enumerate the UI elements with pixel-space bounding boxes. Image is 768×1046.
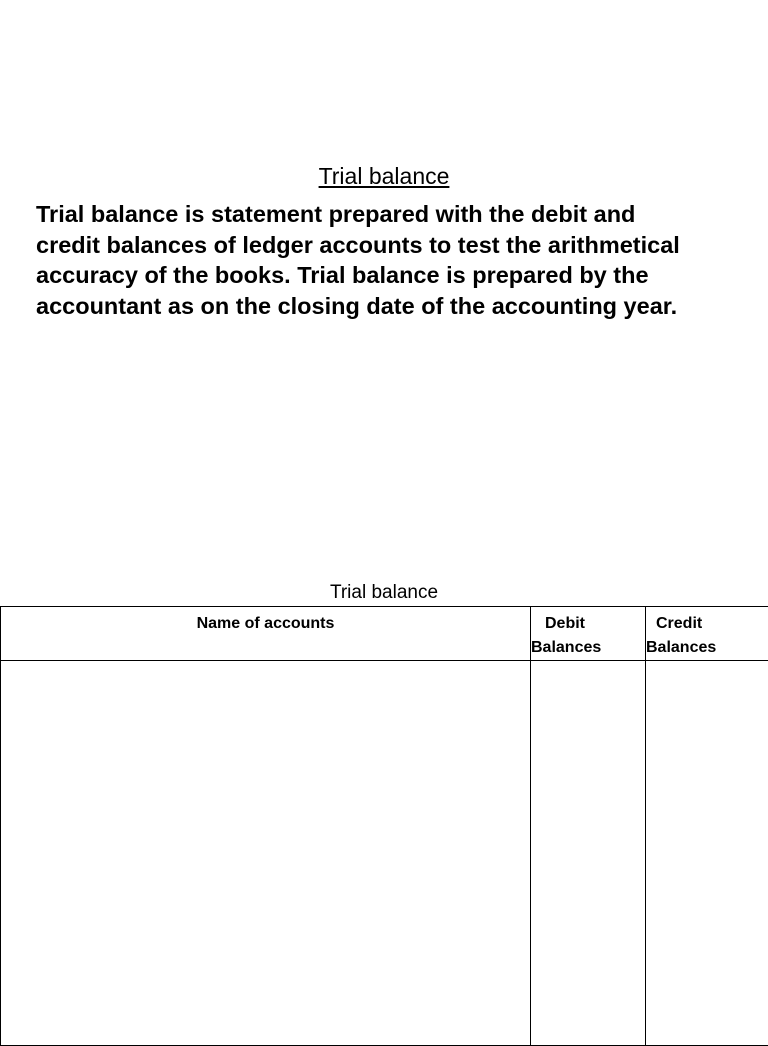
page-title: Trial balance — [0, 162, 768, 190]
cell-debit — [531, 661, 646, 1046]
paragraph-line: accountant as on the closing date of the accounting year. — [36, 291, 766, 322]
header-name-of-accounts: Name of accounts — [1, 607, 531, 661]
table-header-row — [1, 607, 768, 661]
header-credit-balances — [646, 607, 768, 661]
cell-credit — [646, 661, 768, 1046]
header-credit-line2: Balances — [646, 636, 768, 660]
paragraph-line: credit balances of ledger accounts to test the arithmetical — [36, 230, 766, 261]
paragraph-line: Trial balance is statement prepared with the debit and — [36, 199, 766, 230]
header-debit-balances — [531, 607, 646, 661]
header-debit-line1: Debit — [531, 612, 645, 636]
header-debit-line2: Balances — [531, 636, 645, 660]
header-credit-line1: Credit — [646, 612, 768, 636]
table-caption: Trial balance — [0, 581, 768, 605]
cell-account-name — [1, 661, 531, 1046]
table-row — [1, 661, 768, 1046]
trial-balance-table — [0, 606, 768, 1046]
definition-paragraph — [36, 199, 766, 321]
paragraph-line: accuracy of the books. Trial balance is prepared by the — [36, 260, 766, 291]
